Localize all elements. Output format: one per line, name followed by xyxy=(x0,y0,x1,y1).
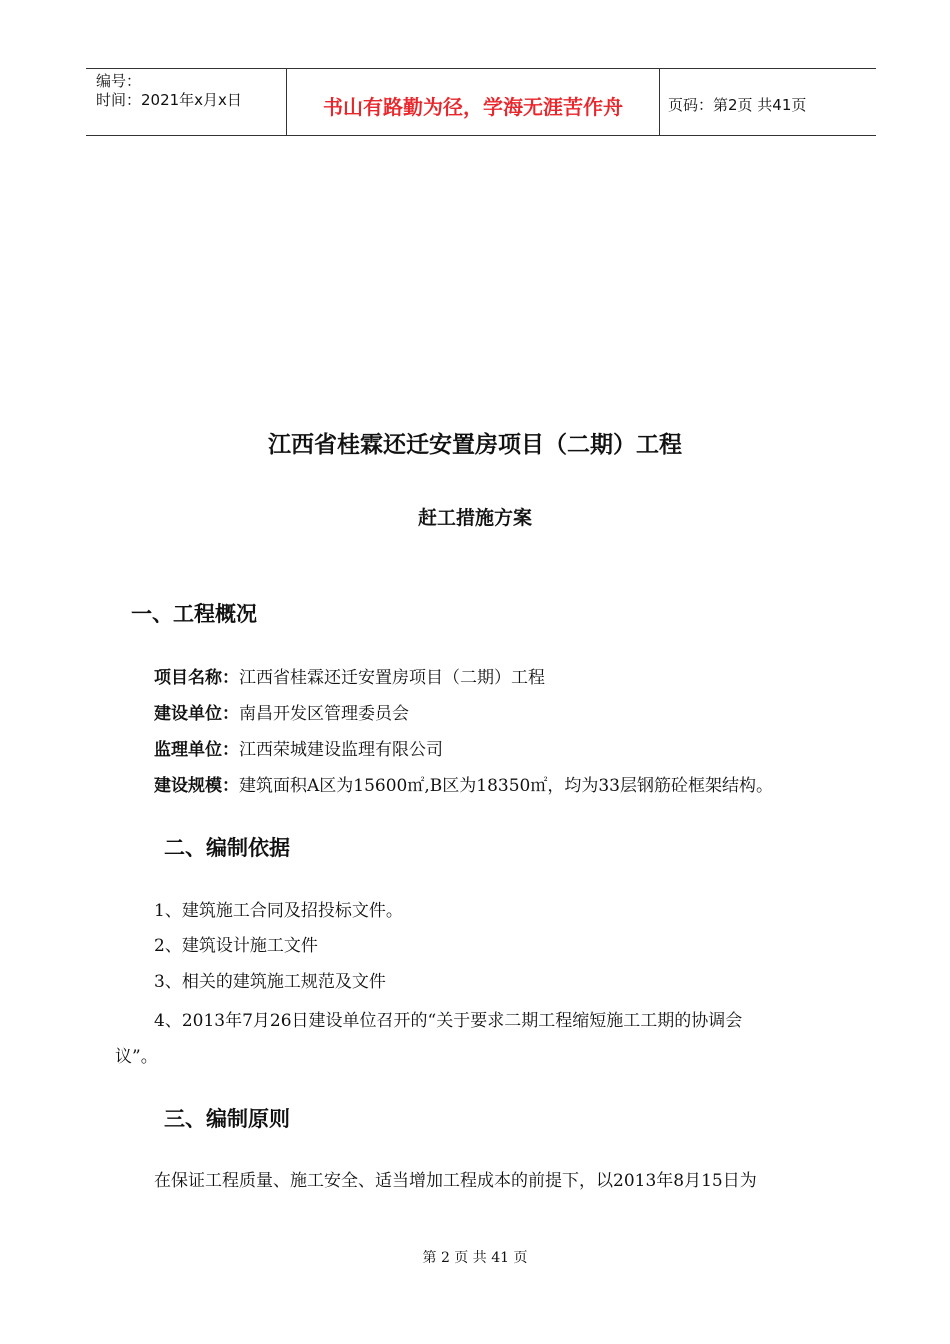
header-motto: 书山有路勤为径，学海无涯苦作舟 xyxy=(323,95,623,119)
field-label: 项目名称： xyxy=(154,668,239,688)
page-footer: 第 2 页 共 41 页 xyxy=(422,1250,528,1266)
list-item: 4、2013年7月26日建设单位召开的“关于要求二期工程缩短施工工期的协调会 xyxy=(154,1011,743,1031)
section-heading-principles: 三、编制原则 xyxy=(164,1107,290,1131)
document-subtitle: 赶工措施方案 xyxy=(417,507,532,529)
header-motto-cell xyxy=(287,69,660,135)
section-heading-overview: 一、工程概况 xyxy=(131,602,257,626)
paragraph-text: 在保证工程质量、施工安全、适当增加工程成本的前提下，以2013年8月15日为 xyxy=(154,1171,757,1191)
field-supervisor xyxy=(154,739,443,761)
field-value: 江西荣城建设监理有限公司 xyxy=(239,740,443,760)
list-item: 1、建筑施工合同及招投标文件。 xyxy=(154,901,403,921)
field-value: 南昌开发区管理委员会 xyxy=(239,704,409,724)
document-number-label: 编号： xyxy=(96,72,142,90)
list-item: 2、建筑设计施工文件 xyxy=(154,936,318,956)
header-page-info: 页码：第2页 共41页 xyxy=(668,96,807,114)
field-label: 监理单位： xyxy=(154,740,239,760)
field-builder xyxy=(154,703,409,725)
list-item: 3、相关的建筑施工规范及文件 xyxy=(154,972,386,992)
header-page-cell xyxy=(660,69,876,135)
section-heading-basis: 二、编制依据 xyxy=(164,836,290,860)
document-title: 江西省桂霖还迁安置房项目（二期）工程 xyxy=(268,432,682,458)
list-item-continuation: 议”。 xyxy=(115,1047,158,1067)
field-project-name xyxy=(154,667,545,689)
document-time-label: 时间：2021年x月x日 xyxy=(96,91,242,109)
field-value: 建筑面积A区为15600㎡,B区为18350㎡，均为33层钢筋砼框架结构。 xyxy=(239,776,773,796)
field-label: 建设规模： xyxy=(154,776,239,796)
header-meta-cell xyxy=(86,69,287,135)
field-scale xyxy=(154,775,773,797)
field-label: 建设单位： xyxy=(154,704,239,724)
field-value: 江西省桂霖还迁安置房项目（二期）工程 xyxy=(239,668,545,688)
page-header xyxy=(86,68,876,136)
